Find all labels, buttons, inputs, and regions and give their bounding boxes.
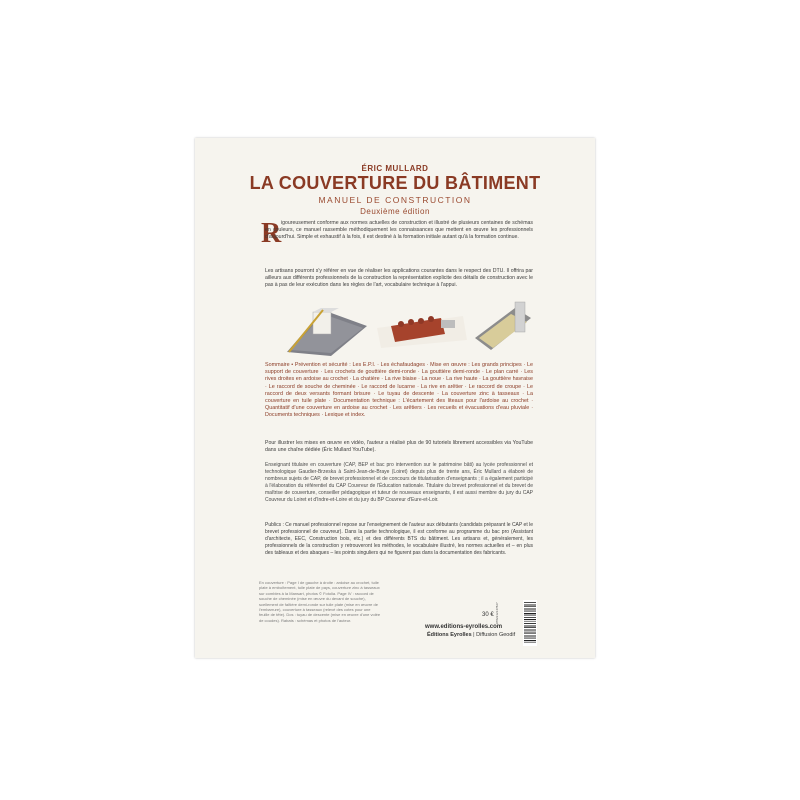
publisher-separator: | [471,632,477,638]
roof-slate-illustration [283,298,371,358]
roof-zinc-illustration [471,298,535,358]
drop-cap: R [261,218,282,249]
price-label: 30 € [482,612,494,618]
author-biography: Enseignant titulaire en couverture (CAP, BEP et bac pro intervention sur le patrimoine bâti) au lycée professionnel et technologique Gaudier-Brzeska à Saint-Jean-de-Braye (Loiret) depuis plus de trente ans, Éric Mullard a élaboré de nombreux sujets de CAP, de brevet professionnel et de concours de titularisation d'enseignants ; il a également participé à l'élaboration du référentiel du CAP Couvreur de l'Éducation nationale. Titulaire du brevet professionnel et du brevet de maîtrise de couverture, conseiller pédagogique et tuteur de nouveaux enseignants, il est aussi membre du jury du CAP Couvreur du Loiret et d'Indre-et-Loire et du jury du BP Couvreur d'Eure-et-Loir. [265,462,533,503]
barcode [523,600,537,646]
distributor-name: Diffusion Geodif [476,632,516,638]
edition-label: Deuxième édition [360,207,430,216]
author-name: ÉRIC MULLARD [361,164,429,173]
book-subtitle: MANUEL DE CONSTRUCTION [318,195,472,205]
publisher-name: Éditions Eyrolles [427,632,472,638]
publisher-line [427,632,515,638]
book-back-cover [195,138,595,658]
publisher-website: www.editions-eyrolles.com [425,624,503,630]
isbn-number: 9782212147827 [495,602,499,624]
roof-tile-illustration [371,298,471,358]
video-tutorials-text: Pour illustrer les mises en œuvre en vidéo, l'auteur a réalisé plus de 90 tutoriels librement accessibles via YouTube dans une chaîne dédiée (Éric Mullard YouTube). [265,440,533,454]
book-title: LA COUVERTURE DU BÂTIMENT [249,173,541,193]
target-audience-text: Publics : Ce manuel professionnel repose sur l'enseignement de l'auteur aux débutants (candidats préparant le CAP et le brevet professionnel de couvreur). Dans la partie technologique, il est conforme au programme du bac pro (Assistant d'architecte, EEC, Construction bois, etc.) et des différents BTS du bâtiment. Les artisans et, généralement, les professionnels de la construction y retrouveront les méthodes, le vocabulaire illustré, les normes actuelles et – en plus des tableaux et des abaques – les points singuliers qui ne figurent pas dans la documentation des fabricants. [265,522,533,556]
intro-paragraph-2: Les artisans pourront s'y référer en vue de réaliser les applications courantes dans le respect des DTU. Il offrira par ailleurs aux différents professionnels de la construction la représentation explicite des détails de construction avec le pas à pas de leur exécution dans les règles de l'art, vocabulaire technique à l'appui. [265,268,533,289]
intro-paragraph: igoureusement conforme aux normes actuelles de construction et illustré de plusieurs centaines de schémas en couleurs, ce manuel rassemble méthodiquement les connaissances que mettent en œuvre les professionnels d'aujourd'hui. Simple et exhaustif à la fois, il est destiné à la formation initiale autant qu'à la formation continue. [265,220,533,241]
cover-credits-caption: En couverture : Page I de gauche à droite : ardoise au crochet, tuile plate à emboîtement, tuile plate de pays, couverture zinc à tasseaux sur combles à la Mansart, photos © Fotolia. Page IV : raccord de souche de cheminée (mise en œuvre du devant de souche), scellement de faîtière demi-ronde sur tuile plate (mise en œuvre de l'embarrure), couverture à tasseaux (relevé des cotes pour une feuille de tête). Dos : tuyau de descente (mise en œuvre d'une volée de coudes). Rabats : schémas et photos de l'auteur. [259,580,381,623]
table-of-contents: Sommaire • Prévention et sécurité : Les E.P.I. · Les échafaudages · Mise en œuvre : Les grands principes · Le support de couverture · Les crochets de gouttière demi-ronde · La gouttière demi-ronde · Le plan carré · Les rives droites en ardoise au crochet · La chatière · La rive biaise · La noue · La rive haute · La gouttière havraise · Le raccord de souche de cheminée · Le raccord de lucarne · La rive en arêtier · Le raccord de croupe · Le raccord de deux versants formant brisure · Le tuyau de descente · La couverture zinc à tasseaux · La couverture en tuile plate · Documentation technique : L'écartement des liteaux pour l'ardoise au crochet · Quantitatif d'une couverture en ardoise au crochet · Les arêtiers · Les recueils et évacuations d'eau pluviale · Documents techniques · Lexique et index. [265,362,533,419]
